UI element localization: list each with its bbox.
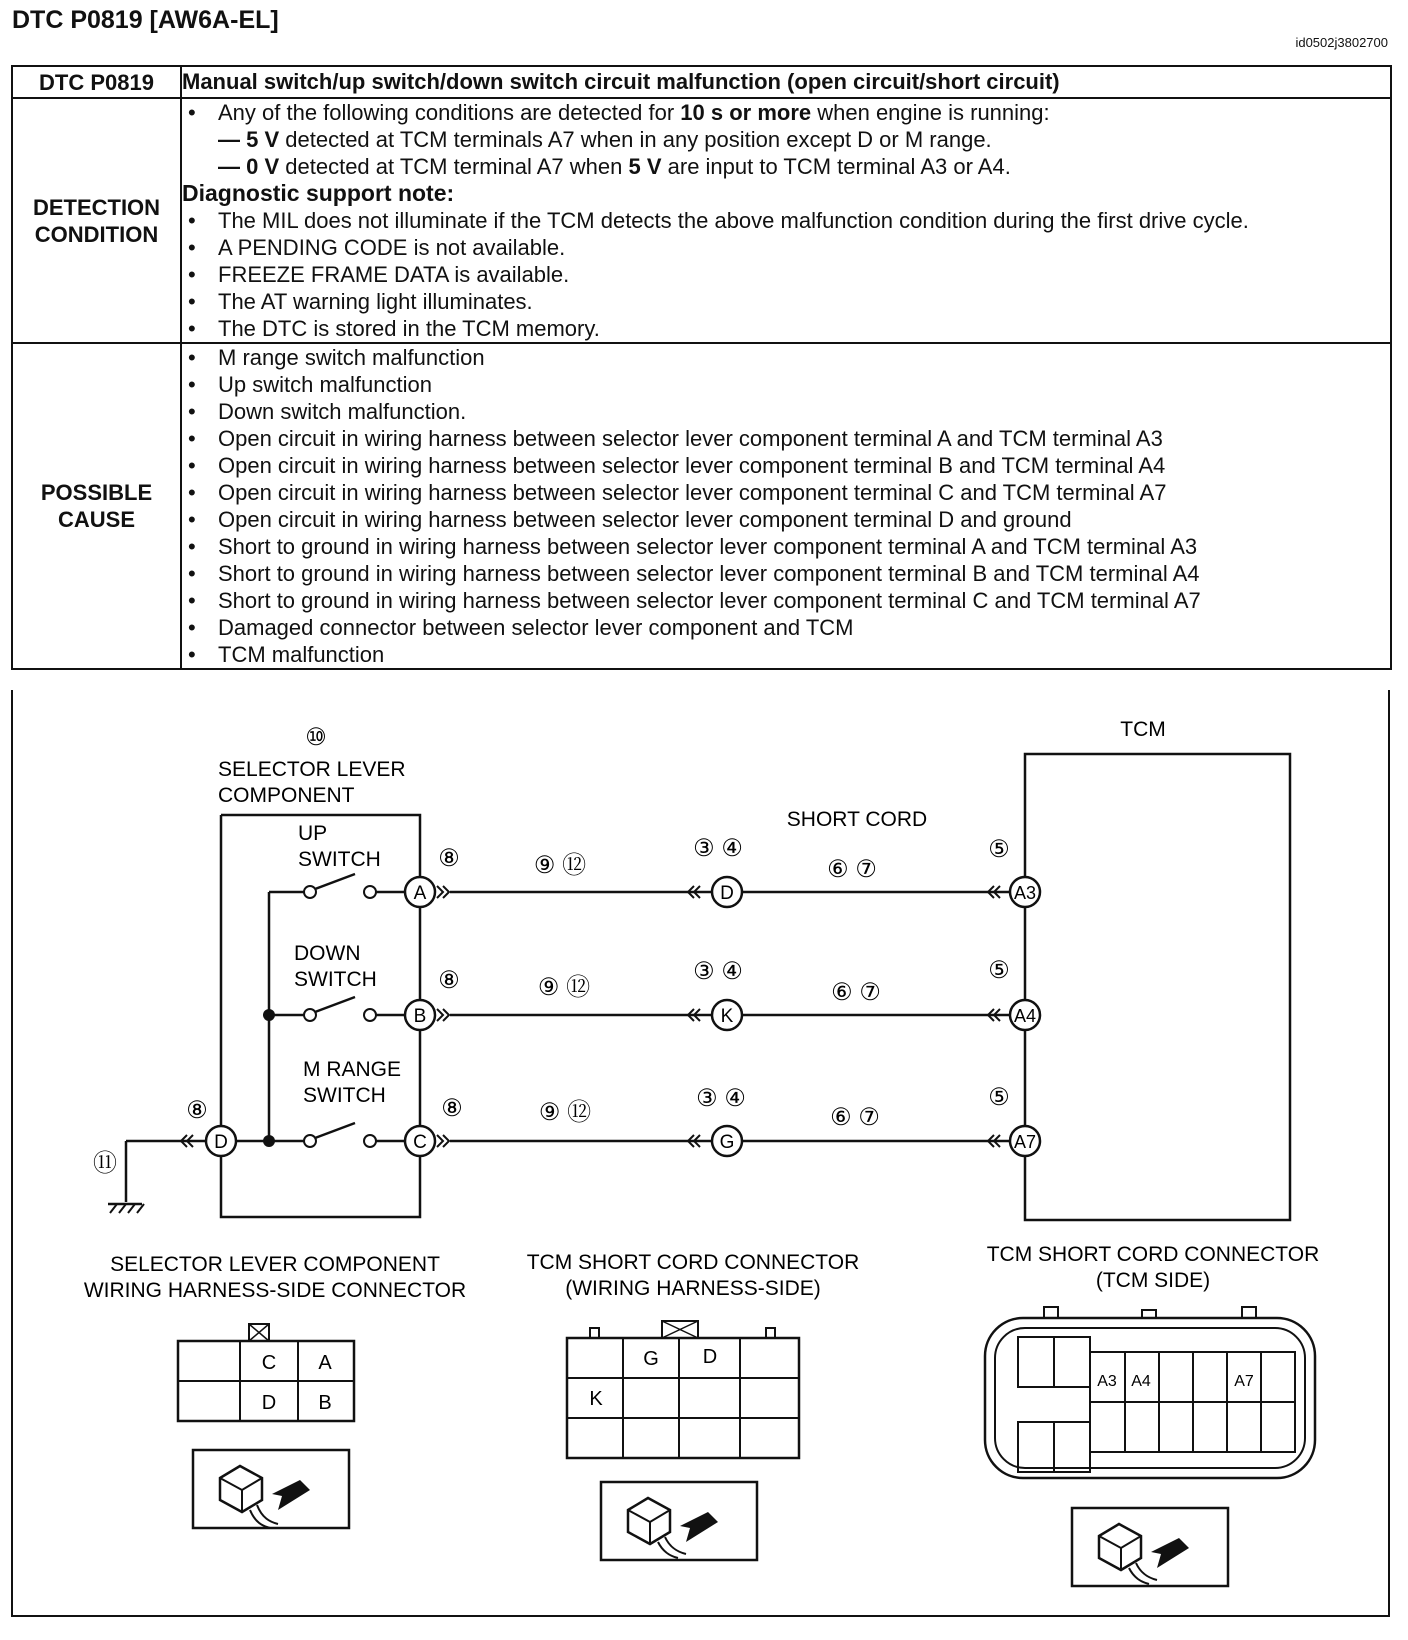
tcm-terminal-a7 (1010, 1126, 1040, 1156)
svg-text:C: C (413, 1132, 427, 1153)
cord-terminal-g (712, 1126, 742, 1156)
cause-item: • Short to ground in wiring harness between selector lever component terminal B and TCM terminal A4 (218, 560, 1390, 587)
selector-connector-title-line2: WIRING HARNESS-SIDE CONNECTOR (83, 1279, 467, 1302)
cond1-bold: 5 V (246, 127, 280, 152)
detection-label-line2: CONDITION (34, 221, 159, 247)
down-switch-label-line1: DOWN (294, 942, 361, 965)
cause-item: • Open circuit in wiring harness between selector lever component terminal C and TCM terminal A7 (218, 479, 1390, 506)
tcm-label: TCM (1120, 718, 1166, 741)
cond2-mid: detected at TCM terminal A7 when (279, 154, 629, 179)
intro-bold: 10 s or more (680, 100, 812, 125)
ref-5-row2: ⑤ (988, 957, 1010, 984)
ref-6-7-row3: ⑥ ⑦ (830, 1104, 880, 1131)
selector-cell-a: A (318, 1352, 332, 1374)
selector-cell-c: C (261, 1352, 277, 1374)
note-item: • FREEZE FRAME DATA is available. (218, 261, 1390, 288)
diagnostic-note-title: Diagnostic support note: (182, 180, 455, 206)
dtc-description: Manual switch/up switch/down switch circuit malfunction (open circuit/short circuit) (181, 66, 1391, 98)
up-switch (269, 874, 404, 898)
note-item: • The MIL does not illuminate if the TCM detects the above malfunction condition during the first drive cycle. (218, 207, 1390, 234)
svg-text:A: A (413, 883, 427, 904)
page-title: DTC P0819 [AW6A-EL] (12, 6, 279, 34)
cord-tcm-cell-a4: A4 (1131, 1373, 1151, 1390)
ref-5-row3: ⑤ (988, 1084, 1010, 1111)
tcm-terminal-a4 (1010, 1000, 1040, 1030)
note-item: • The AT warning light illuminates. (218, 288, 1390, 315)
ground-number: ⑪ (93, 1150, 117, 1177)
cond1-post: detected at TCM terminals A7 when in any position except D or M range. (279, 127, 992, 152)
selector-label-line1: SELECTOR LEVER (218, 758, 406, 781)
terminal-a (405, 877, 435, 907)
selector-cell-b: B (318, 1392, 332, 1414)
cause-item: • Up switch malfunction (218, 371, 1390, 398)
tcm-box (1025, 754, 1290, 1220)
cord-harness-title-line1: TCM SHORT CORD CONNECTOR (526, 1251, 860, 1274)
down-switch (269, 997, 404, 1021)
cord-tcm-cell-a7: A7 (1234, 1373, 1254, 1390)
cause-item: • Open circuit in wiring harness between selector lever component terminal A and TCM terminal A3 (218, 425, 1390, 452)
cond2-dash: — (218, 154, 240, 179)
ref-9-12-row3: ⑨ ⑫ (538, 1099, 592, 1126)
cord-tcm-title-line1: TCM SHORT CORD CONNECTOR (986, 1243, 1320, 1266)
cord-terminal-d (712, 877, 742, 907)
dtc-code: DTC P0819 (39, 69, 154, 95)
cause-item: • Short to ground in wiring harness between selector lever component terminal A and TCM terminal A3 (218, 533, 1390, 560)
terminal-c (405, 1126, 435, 1156)
svg-text:G: G (719, 1132, 735, 1153)
svg-text:D: D (214, 1132, 228, 1153)
svg-text:B: B (413, 1006, 427, 1027)
detection-label-line1: DETECTION (32, 194, 161, 220)
cord-tcm-title-line2: (TCM SIDE) (1095, 1269, 1211, 1292)
note-item: • The DTC is stored in the TCM memory. (218, 315, 1390, 342)
terminal-d (206, 1126, 236, 1156)
cause-item: • TCM malfunction (218, 641, 1390, 668)
cause-item: • Open circuit in wiring harness between selector lever component terminal B and TCM terminal A4 (218, 452, 1390, 479)
cause-label-line2: CAUSE (57, 507, 135, 532)
svg-text:K: K (720, 1006, 734, 1027)
ref-3-4-row1: ③ ④ (693, 835, 743, 862)
cord-harness-cell-k: K (589, 1388, 603, 1410)
ground-connector-number: ⑧ (186, 1097, 208, 1124)
intro-post: when engine is running: (811, 100, 1050, 125)
ref-9-12-row1: ⑨ ⑫ (533, 852, 587, 879)
cord-harness-cell-d: D (702, 1346, 718, 1368)
cause-item: • Short to ground in wiring harness between selector lever component terminal C and TCM terminal A7 (218, 587, 1390, 614)
ref-3-4-row2: ③ ④ (693, 958, 743, 985)
ref-3-4-row3: ③ ④ (696, 1085, 746, 1112)
selector-cell-d: D (261, 1392, 277, 1414)
ref-6-7-row1: ⑥ ⑦ (827, 856, 877, 883)
document-id: id0502j3802700 (1295, 35, 1388, 50)
ref-9-12-row2: ⑨ ⑫ (537, 974, 591, 1001)
cond2-post: are input to TCM terminal A3 or A4. (661, 154, 1011, 179)
cord-harness-title-line2: (WIRING HARNESS-SIDE) (565, 1277, 821, 1300)
cause-item: • M range switch malfunction (218, 344, 1390, 371)
ref-5-row1: ⑤ (988, 836, 1010, 863)
selector-number: ⑩ (305, 724, 327, 751)
cond2-bold: 0 V (246, 154, 280, 179)
down-switch-label-line2: SWITCH (294, 968, 377, 991)
cause-item: • Down switch malfunction. (218, 398, 1390, 425)
connector-view-icon (601, 1482, 757, 1560)
svg-text:D: D (720, 883, 734, 904)
terminal-b (405, 1000, 435, 1030)
note-item: • A PENDING CODE is not available. (218, 234, 1390, 261)
ref-8-row1: ⑧ (438, 845, 460, 872)
cause-label-line1: POSSIBLE (40, 480, 153, 505)
m-range-switch-label-line2: SWITCH (303, 1084, 386, 1107)
intro-pre: Any of the following conditions are detected for (218, 100, 681, 125)
svg-text:A7: A7 (1013, 1132, 1037, 1152)
connector-view-icon (193, 1450, 349, 1528)
svg-text:A4: A4 (1013, 1006, 1037, 1026)
selector-connector-title-line1: SELECTOR LEVER COMPONENT (110, 1253, 440, 1276)
cord-tcm-cell-a3: A3 (1097, 1373, 1117, 1390)
up-switch-label-line1: UP (298, 822, 328, 845)
ground-wire (108, 1135, 206, 1213)
cord-harness-cell-g: G (643, 1348, 659, 1370)
m-range-switch (237, 1123, 404, 1147)
cause-item: • Open circuit in wiring harness between selector lever component terminal D and ground (218, 506, 1390, 533)
ref-8-row2: ⑧ (438, 967, 460, 994)
svg-text:A3: A3 (1013, 883, 1037, 903)
up-switch-label-line2: SWITCH (298, 848, 381, 871)
ref-6-7-row2: ⑥ ⑦ (831, 979, 881, 1006)
connector-view-icon (1072, 1508, 1228, 1586)
tcm-terminal-a3 (1010, 877, 1040, 907)
cond2-bold2: 5 V (628, 154, 662, 179)
cord-terminal-k (712, 1000, 742, 1030)
ref-8-row3: ⑧ (441, 1095, 463, 1122)
selector-label-line2: COMPONENT (218, 784, 355, 807)
cause-item: • Damaged connector between selector lever component and TCM (218, 614, 1390, 641)
cord-tcm-connector (985, 1307, 1315, 1478)
cond1-dash: — (218, 127, 240, 152)
short-cord-label: SHORT CORD (786, 808, 928, 831)
m-range-switch-label-line1: M RANGE (303, 1058, 402, 1081)
